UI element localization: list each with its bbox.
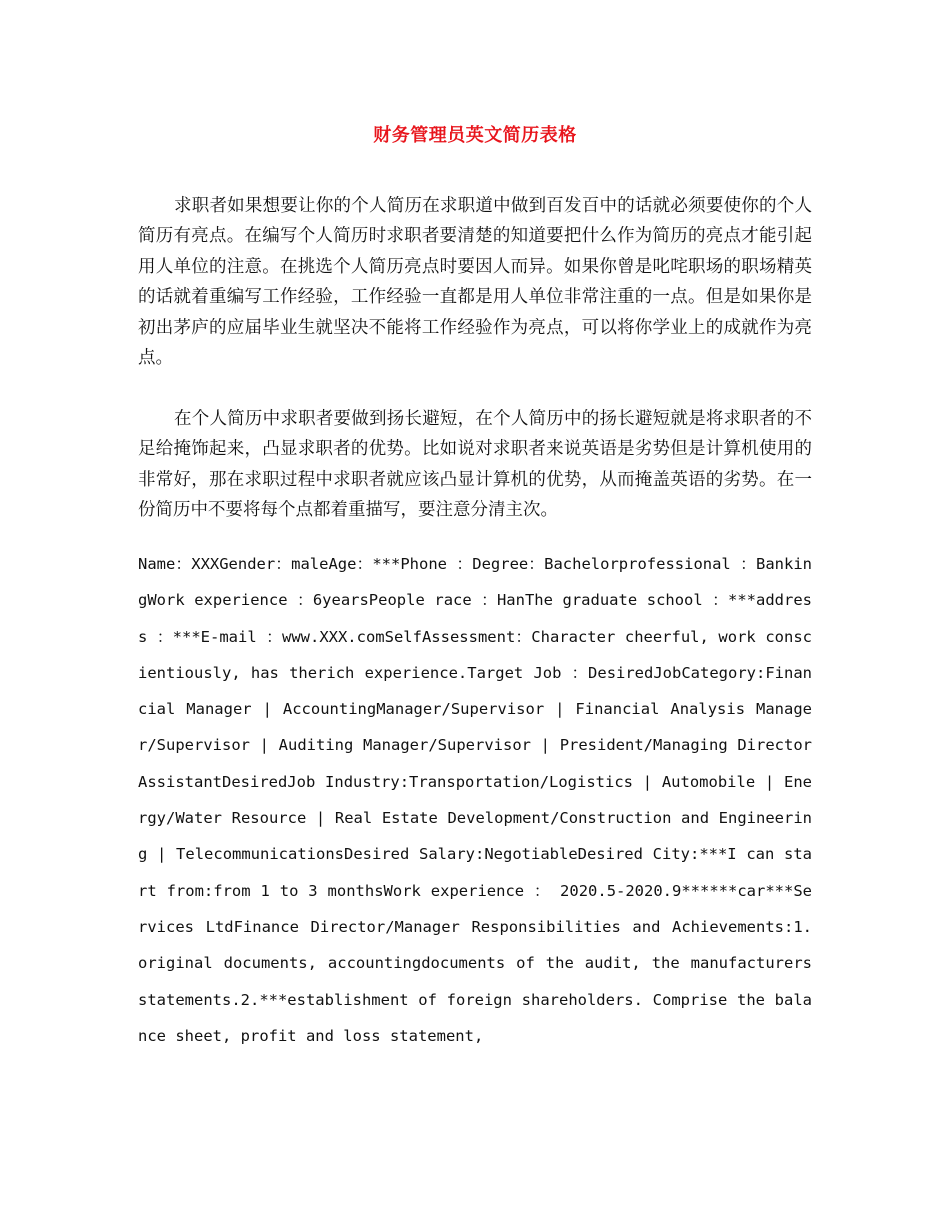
resume-body-text: Name：XXXGender：maleAge：***Phone ：Degree：Bachelorprofessional ：BankingWork experience ：6yearsPeople race ：HanThe graduate school ：***address ：***E-mail ：www.XXX.comSelfAssessment：Character cheerful, work conscientiously, has therich experience.Target Job ：DesiredJobCategory:Financial Manager | AccountingManager/Supervisor | Financial Analysis Manager/Supervisor | Auditing Manager/Supervisor | President/Managing Director AssistantDesiredJob Industry:Transportation/Logistics | Automobile | Energy/Water Resource | Real Estate Development/Construction and Engineering | TelecommunicationsDesired Salary:NegotiableDesired City:***I can start from:from 1 to 3 monthsWork experience ： 2020.5-2020.9******car***Services LtdFinance Director/Manager Responsibilities and Achievements:1. original documents, accountingdocuments of the audit, the manufacturers statements.2.***establishment of foreign shareholders. Comprise the balance sheet, profit and loss statement, — [138, 555, 812, 1045]
intro-paragraph-1: 求职者如果想要让你的个人简历在求职道中做到百发百中的话就必须要使你的个人简历有亮点。在编写个人简历时求职者要清楚的知道要把什么作为简历的亮点才能引起用人单位的注意。在挑选个人简历亮点时要因人而异。如果你曾是叱咤职场的职场精英的话就着重编写工作经验，工作经验一直都是用人单位非常注重的一点。但是如果你是初出茅庐的应届毕业生就坚决不能将工作经验作为亮点，可以将你学业上的成就作为亮点。 — [138, 196, 812, 369]
intro-paragraph-2: 在个人简历中求职者要做到扬长避短，在个人简历中的扬长避短就是将求职者的不足给掩饰起来，凸显求职者的优势。比如说对求职者来说英语是劣势但是计算机使用的非常好，那在求职过程中求职者就应该凸显计算机的优势，从而掩盖英语的劣势。在一份简历中不要将每个点都着重描写，要注意分清主次。 — [138, 409, 812, 521]
document-title: 财务管理员英文简历表格 — [373, 125, 577, 146]
